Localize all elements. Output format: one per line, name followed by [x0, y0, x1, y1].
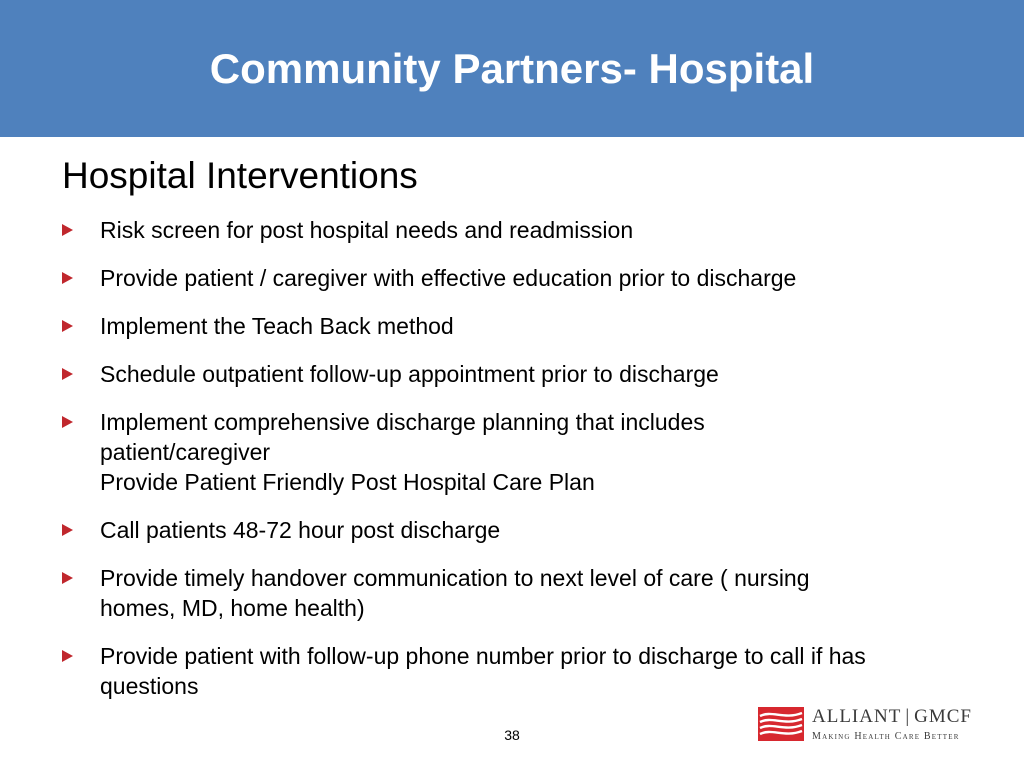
bullet-text-line: Risk screen for post hospital needs and readmission	[100, 217, 634, 243]
bullet-item	[62, 311, 962, 341]
bullet-text-line: Call patients 48-72 hour post discharge	[100, 517, 501, 543]
bullet-arrow-icon	[62, 524, 73, 536]
bullet-item	[62, 563, 962, 623]
logo-name-alliant: ALLIANT	[812, 706, 902, 727]
bullet-item	[62, 359, 962, 389]
bullet-arrow-icon	[62, 272, 73, 284]
bullet-item	[62, 215, 962, 245]
title-bar	[0, 0, 1024, 137]
slide-title: Community Partners- Hospital	[209, 45, 815, 92]
bullet-text-line: Provide patient with follow-up phone number prior to discharge to call if has	[100, 643, 866, 669]
bullet-text-line: Schedule outpatient follow-up appointment prior to discharge	[100, 361, 719, 387]
logo-name-gmcf: GMCF	[914, 706, 972, 727]
alliant-flag-logo-icon	[758, 707, 804, 741]
bullet-arrow-icon	[62, 224, 73, 236]
bullet-arrow-icon	[62, 320, 73, 332]
bullet-text-line: patient/caregiver	[100, 439, 271, 465]
bullet-item	[62, 515, 962, 545]
page-number: 38	[504, 727, 520, 743]
alliant-gmcf-logo	[758, 704, 978, 748]
bullet-text-line: Provide Patient Friendly Post Hospital Care Plan	[100, 469, 595, 495]
bullet-text-line: questions	[100, 673, 199, 699]
logo-tagline: Making Health Care Better	[812, 731, 960, 742]
bullet-text-line: Implement the Teach Back method	[100, 313, 454, 339]
bullet-text-line: Provide patient / caregiver with effective education prior to discharge	[100, 265, 797, 291]
logo-separator: |	[905, 706, 911, 727]
bullet-arrow-icon	[62, 416, 73, 428]
bullet-item	[62, 641, 962, 701]
section-heading: Hospital Interventions	[62, 155, 418, 196]
bullet-item	[62, 263, 962, 293]
bullet-list	[62, 215, 962, 719]
bullet-arrow-icon	[62, 572, 73, 584]
bullet-text-line: Implement comprehensive discharge planning that includes	[100, 409, 705, 435]
bullet-arrow-icon	[62, 650, 73, 662]
bullet-item	[62, 407, 962, 497]
bullet-text-line: Provide timely handover communication to next level of care ( nursing	[100, 565, 810, 591]
bullet-text-line: homes, MD, home health)	[100, 595, 365, 621]
bullet-arrow-icon	[62, 368, 73, 380]
logo-wordmark	[812, 706, 972, 728]
